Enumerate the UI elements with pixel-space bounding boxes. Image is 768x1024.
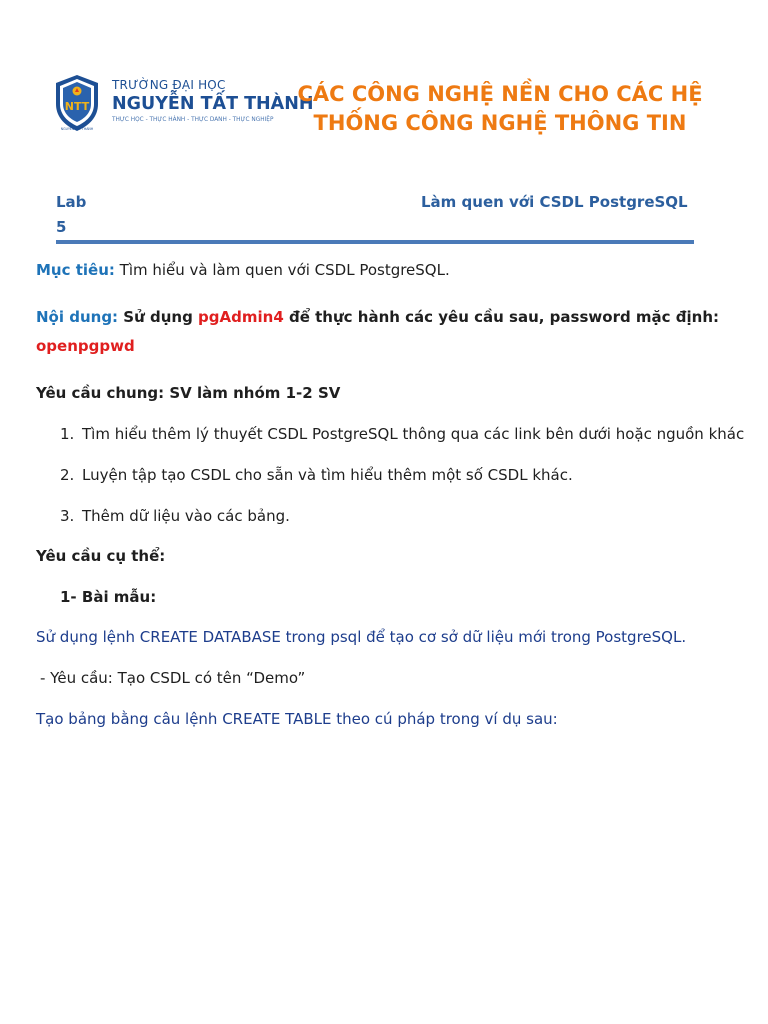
list-item xyxy=(60,466,573,484)
title-line-1: CÁC CÔNG NGHỆ NỀN CHO CÁC HỆ xyxy=(297,82,703,106)
list-item xyxy=(60,425,744,443)
objective-line xyxy=(36,261,450,279)
requirement-line: - Yêu cầu: Tạo CSDL có tên “Demo” xyxy=(40,669,306,687)
lab-label: Lab xyxy=(56,193,87,211)
list-item-text: Luyện tập tạo CSDL cho sẵn và tìm hiểu thêm một số CSDL khác. xyxy=(82,466,573,484)
document-title xyxy=(275,80,725,138)
specific-requirements-heading: Yêu cầu cụ thể: xyxy=(36,547,166,565)
list-item-number: 1. xyxy=(60,425,75,443)
logo-line-2: NGUYỄN TẤT THÀNH xyxy=(112,94,314,114)
objective-text: Tìm hiểu và làm quen với CSDL PostgreSQL. xyxy=(114,261,450,279)
list-item-text: Tìm hiểu thêm lý thuyết CSDL PostgreSQL thông qua các link bên dưới hoặc nguồn khác xyxy=(82,425,745,443)
list-item-number: 2. xyxy=(60,466,75,484)
lab-number: 5 xyxy=(56,218,67,236)
header-divider xyxy=(56,240,694,244)
objective-label: Mục tiêu: xyxy=(36,261,115,279)
sample-exercise-heading: 1- Bài mẫu: xyxy=(60,588,157,606)
content-line xyxy=(36,308,719,326)
list-item-number: 3. xyxy=(60,507,75,525)
logo-tagline: THỰC HỌC - THỰC HÀNH - THỰC DANH - THỰC NGHIỆP xyxy=(112,117,274,123)
tool-name: pgAdmin4 xyxy=(198,308,284,326)
list-item xyxy=(60,507,290,525)
content-text-a: Sử dụng xyxy=(118,308,199,326)
university-logo xyxy=(54,72,314,134)
crest-letters: NTT xyxy=(64,100,90,113)
content-text-b: để thực hành các yêu cầu sau, password mặc định: xyxy=(283,308,720,326)
content-label: Nội dung: xyxy=(36,308,119,326)
default-password: openpgpwd xyxy=(36,337,135,355)
lab-topic: Làm quen với CSDL PostgreSQL xyxy=(421,193,688,211)
crest-caption: NGUYEN TAT THANH xyxy=(60,127,94,131)
create-database-paragraph: Sử dụng lệnh CREATE DATABASE trong psql để tạo cơ sở dữ liệu mới trong PostgreSQL. xyxy=(36,628,687,646)
title-line-2: THỐNG CÔNG NGHỆ THÔNG TIN xyxy=(313,111,687,135)
list-item-text: Thêm dữ liệu vào các bảng. xyxy=(82,507,290,525)
general-requirements-heading: Yêu cầu chung: SV làm nhóm 1-2 SV xyxy=(36,384,341,402)
university-crest-icon xyxy=(54,74,100,132)
logo-line-1: TRƯỜNG ĐẠI HỌC xyxy=(112,78,226,92)
create-table-paragraph: Tạo bảng bằng câu lệnh CREATE TABLE theo cú pháp trong ví dụ sau: xyxy=(36,710,558,728)
